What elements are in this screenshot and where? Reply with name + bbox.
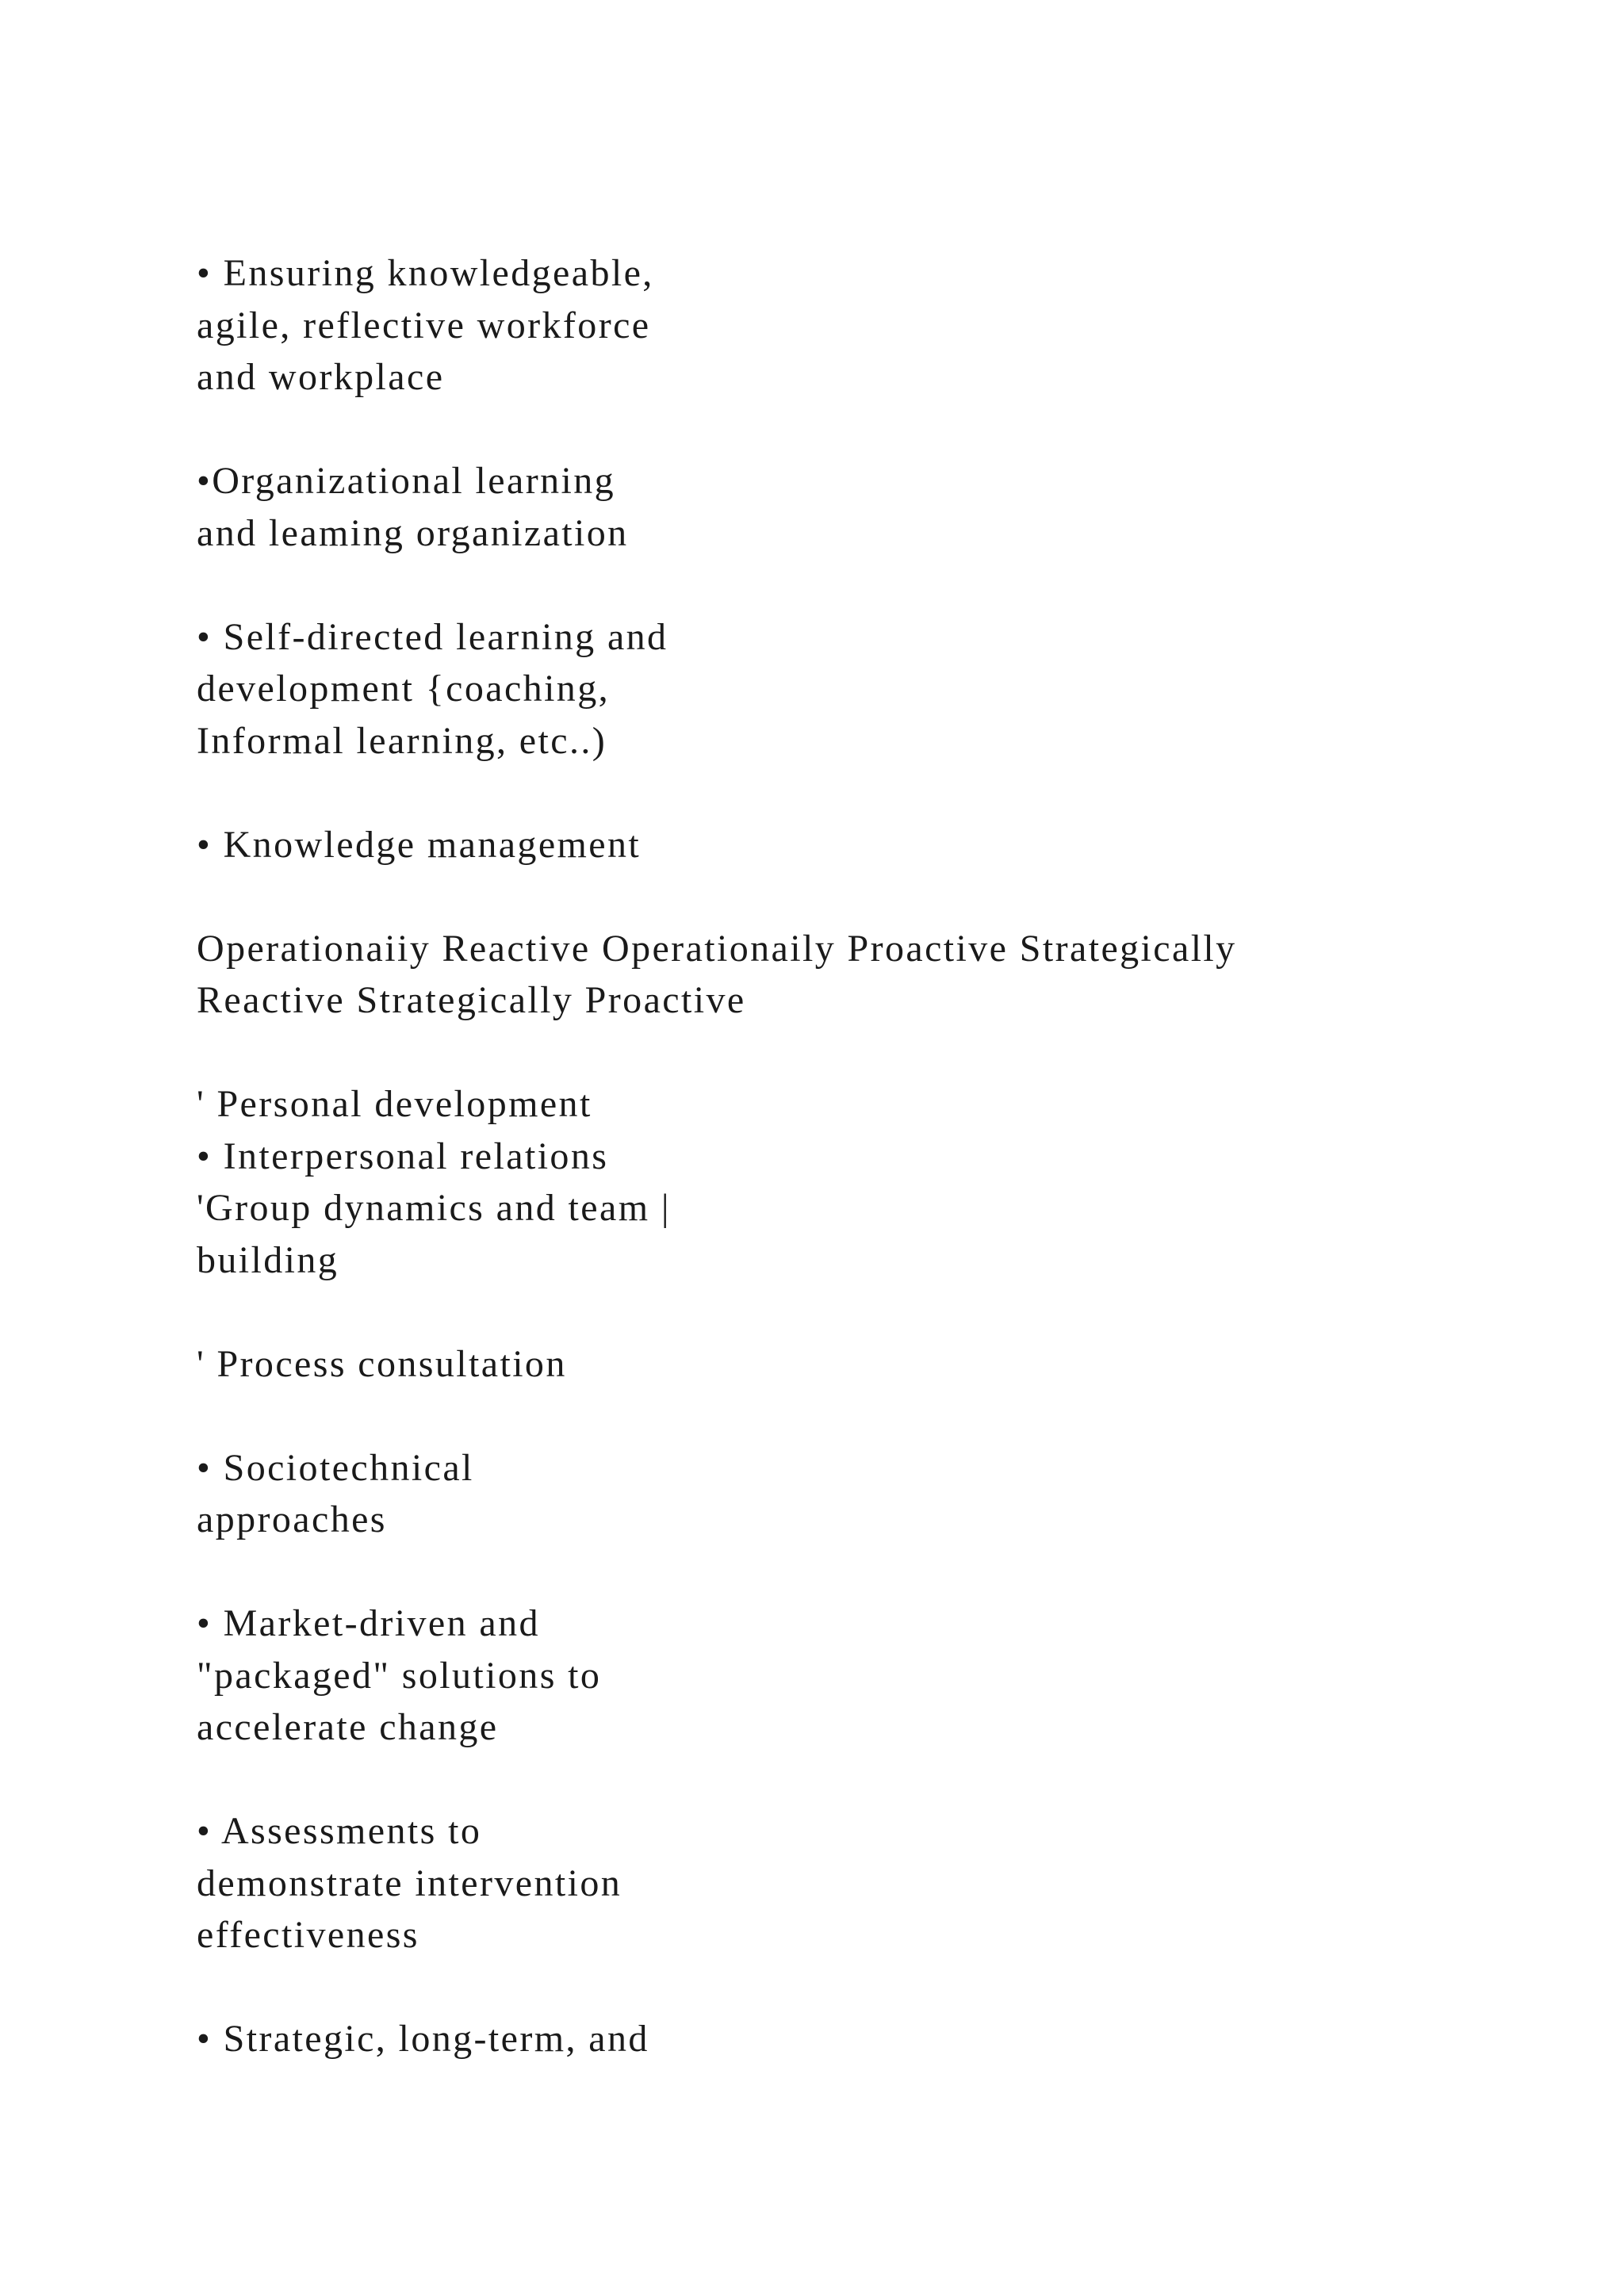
text-line: • Self-directed learning and bbox=[197, 615, 668, 658]
bullet-block-self-directed-learning bbox=[197, 611, 1561, 767]
text-line: "packaged" solutions to bbox=[197, 1654, 602, 1697]
text-line: 'Group dynamics and team | bbox=[197, 1187, 671, 1229]
document-body bbox=[197, 247, 1561, 2117]
bullet-block-personal-development bbox=[197, 1078, 1561, 1286]
text-line: agile, reflective workforce bbox=[197, 304, 651, 346]
text-line: ' Personal development bbox=[197, 1083, 592, 1125]
text-line: • Sociotechnical bbox=[197, 1446, 474, 1489]
text-line: •Organizational learning bbox=[197, 460, 616, 502]
text-line: demonstrate intervention bbox=[197, 1862, 622, 1904]
text-line: development {coaching, bbox=[197, 668, 611, 710]
bullet-block-market-driven bbox=[197, 1598, 1561, 1754]
text-line: • Market-driven and bbox=[197, 1602, 540, 1644]
bullet-block-knowledge-management bbox=[197, 819, 1561, 871]
bullet-block-process-consultation bbox=[197, 1338, 1561, 1391]
quadrant-labels-block bbox=[197, 923, 1561, 1027]
text-line: approaches bbox=[197, 1498, 387, 1540]
text-line: and workplace bbox=[197, 356, 445, 398]
text-line: • Ensuring knowledgeable, bbox=[197, 252, 654, 294]
text-line: Operationaiiy Reactive Operationaily Proactive Strategically bbox=[197, 927, 1237, 970]
text-line: Reactive Strategically Proactive bbox=[197, 979, 746, 1021]
text-line: and leaming organization bbox=[197, 511, 629, 554]
bullet-block-organizational-learning bbox=[197, 455, 1561, 559]
text-line: building bbox=[197, 1238, 339, 1281]
bullet-block-sociotechnical bbox=[197, 1442, 1561, 1546]
text-line: effectiveness bbox=[197, 1914, 419, 1956]
bullet-block-strategic bbox=[197, 2013, 1561, 2065]
text-line: accelerate change bbox=[197, 1706, 499, 1748]
text-line: • Assessments to bbox=[197, 1810, 482, 1852]
text-line: Informal learning, etc..) bbox=[197, 719, 607, 762]
bullet-block-workforce bbox=[197, 247, 1561, 404]
text-line: • Knowledge management bbox=[197, 823, 642, 866]
text-line: ' Process consultation bbox=[197, 1342, 567, 1385]
bullet-block-assessments bbox=[197, 1805, 1561, 1961]
text-line: • Interpersonal relations bbox=[197, 1135, 609, 1177]
text-line: • Strategic, long-term, and bbox=[197, 2018, 649, 2060]
